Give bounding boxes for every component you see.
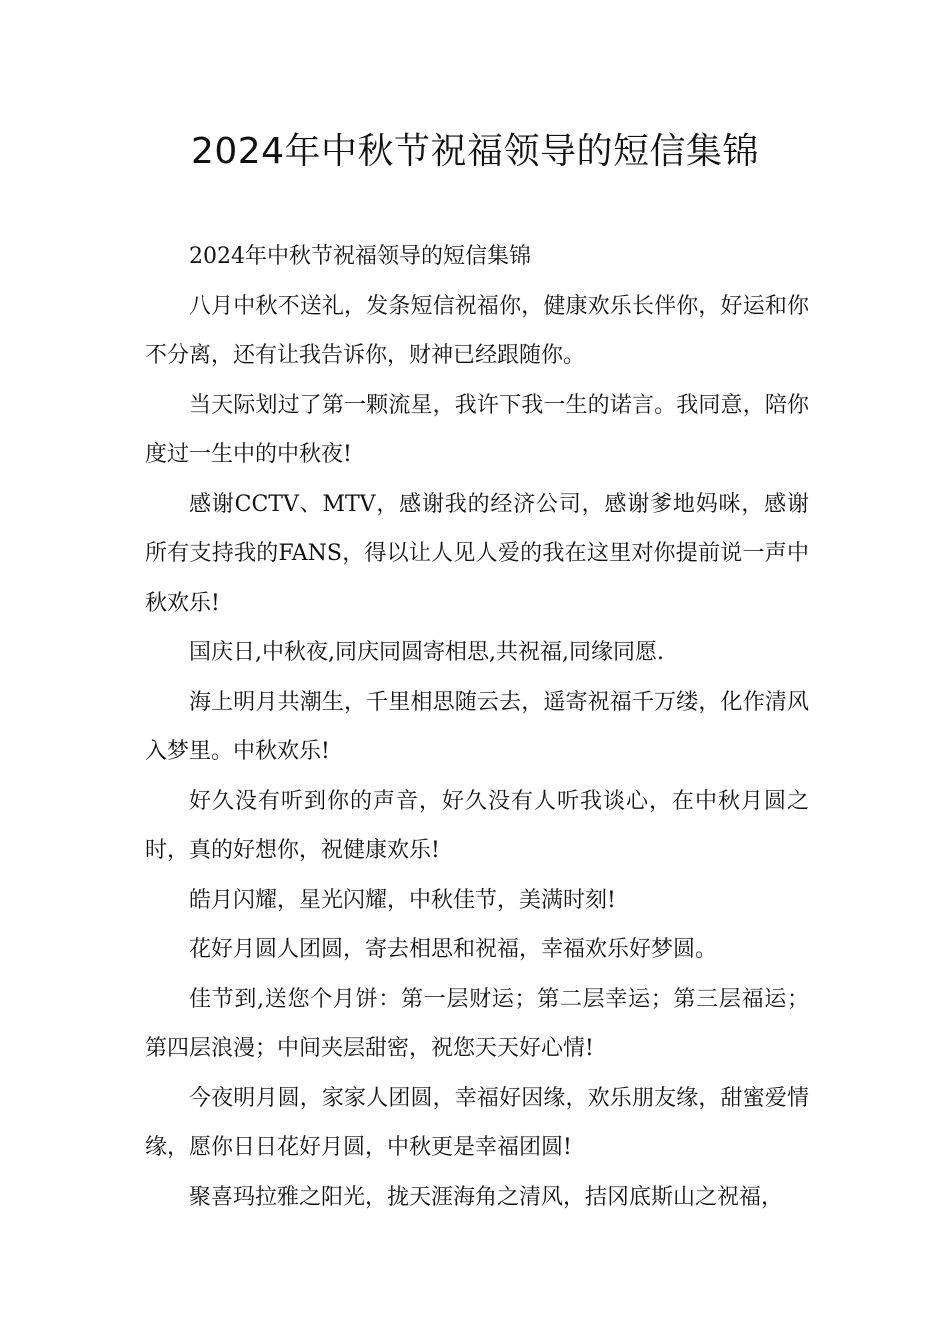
paragraph: 八月中秋不送礼，发条短信祝福你，健康欢乐长伴你，好运和你不分离，还有让我告诉你，财神已经跟随你。 (145, 293, 809, 368)
paragraph: 海上明月共潮生，千里相思随云去，遥寄祝福千万缕，化作清风入梦里。中秋欢乐! (145, 689, 809, 764)
paragraph: 皓月闪耀，星光闪耀，中秋佳节，美满时刻! (189, 887, 616, 913)
paragraph: 当天际划过了第一颗流星，我许下我一生的诺言。我同意，陪你度过一生中的中秋夜! (145, 392, 809, 467)
document-body (145, 232, 809, 1222)
paragraph: 感谢CCTV、MTV，感谢我的经济公司，感谢爹地妈咪，感谢所有支持我的FANS，得以让人见人爱的我在这里对你提前说一声中秋欢乐! (145, 491, 809, 616)
paragraph: 国庆日,中秋夜,同庆同圆寄相思,共祝福,同缘同愿. (189, 640, 664, 665)
paragraph: 2024年中秋节祝福领导的短信集锦 (189, 244, 531, 269)
paragraph: 今夜明月圆，家家人团圆，幸福好因缘，欢乐朋友缘，甜蜜爱情缘，愿你日日花好月圆，中秋更是幸福团圆! (145, 1085, 809, 1160)
document-title: 2024年中秋节祝福领导的短信集锦 (190, 131, 760, 172)
paragraph: 花好月圆人团圆，寄去相思和祝福，幸福欢乐好梦圆。 (189, 937, 718, 962)
paragraph: 佳节到,送您个月饼：第一层财运；第二层幸运；第三层福运；第四层浪漫；中间夹层甜密，祝您天天好心情! (145, 986, 809, 1061)
paragraph: 好久没有听到你的声音，好久没有人听我谈心，在中秋月圆之时，真的好想你，祝健康欢乐! (145, 788, 809, 863)
paragraph: 聚喜玛拉雅之阳光，拢天涯海角之清风，拮冈底斯山之祝福， (189, 1184, 784, 1210)
